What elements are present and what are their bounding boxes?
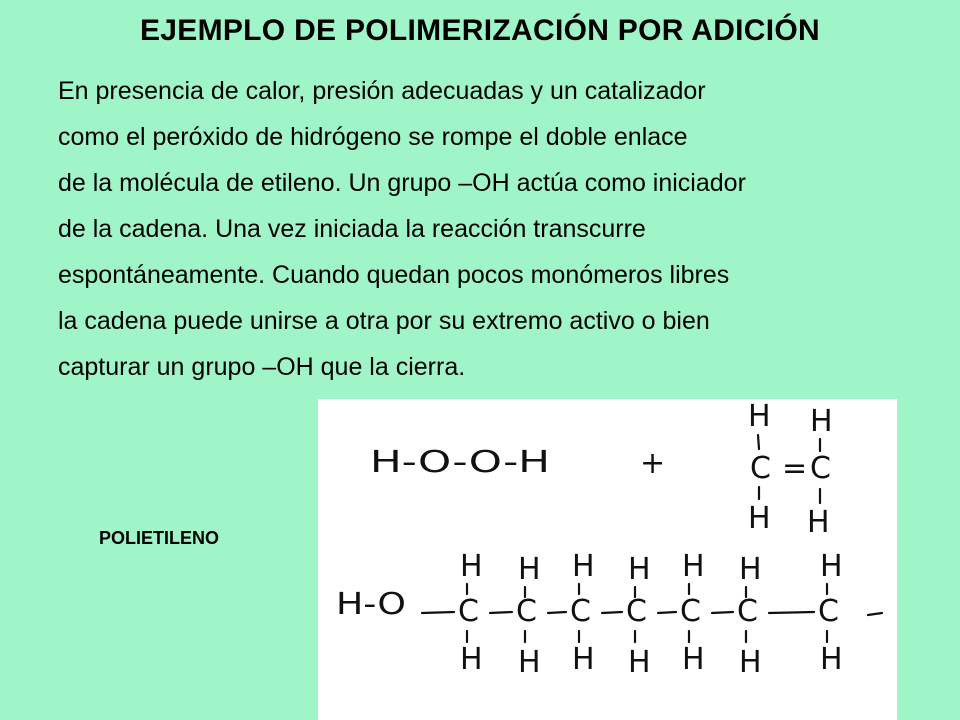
plus-sign: +: [640, 446, 666, 481]
chain-link-bond: [548, 612, 566, 613]
paragraph-line: la cadena puede unirse a otra por su extremo activo o bien: [58, 307, 710, 335]
chain-carbon: C: [626, 594, 647, 629]
chain-hydrogen-bottom: H: [739, 645, 762, 680]
hydrogen-peroxide-formula: H-O-O-H: [370, 445, 550, 480]
chain-link-bond: [658, 612, 676, 613]
page-title: EJEMPLO DE POLIMERIZACIÓN POR ADICIÓN: [139, 14, 821, 47]
chain-hydrogen-top: H: [572, 549, 595, 584]
paragraph-line: espontáneamente. Cuando quedan pocos monómeros libres: [58, 261, 730, 289]
ethylene-h-bottom-left: H: [748, 501, 771, 536]
chain-start-ho: H-O: [336, 587, 406, 622]
chain-hydrogen-bottom: H: [572, 642, 595, 677]
chain-hydrogen-top: H: [739, 552, 762, 587]
reaction-drawing: [318, 399, 897, 720]
chain-carbon: C: [680, 594, 701, 629]
chain-link-bond: [712, 612, 733, 613]
chain-hydrogen-bottom: H: [460, 642, 483, 677]
ethylene-carbon-left: C: [750, 451, 771, 486]
chain-hydrogen-bottom: H: [628, 645, 651, 680]
ethylene-h-bottom-right: H: [807, 505, 830, 540]
chain-link-bond: [769, 612, 814, 613]
chain-hydrogen-bottom: H: [682, 642, 705, 677]
ethylene-carbon-right: C: [810, 451, 831, 486]
paragraph-line: En presencia de calor, presión adecuadas y un catalizador: [58, 77, 706, 105]
chain-link-bond: [602, 612, 622, 613]
paragraph-line: de la molécula de etileno. Un grupo –OH actúa como iniciador: [58, 169, 746, 197]
paragraph-line: capturar un grupo –OH que la cierra.: [58, 353, 466, 381]
chain-hydrogen-top: H: [628, 552, 651, 587]
chain-hydrogen-top: H: [460, 549, 483, 584]
chain-hydrogen-bottom: H: [820, 642, 843, 677]
ethylene-molecule: [748, 399, 833, 540]
chain-carbon: C: [737, 594, 758, 629]
double-bond: =: [782, 451, 808, 486]
chain-carbon: C: [818, 594, 839, 629]
chain-hydrogen-top: H: [518, 552, 541, 587]
chain-link-bond: [422, 612, 454, 613]
chain-carbon: C: [570, 594, 591, 629]
paragraph-line: de la cadena. Una vez iniciada la reacción transcurre: [58, 215, 646, 243]
chain-carbon: C: [516, 594, 537, 629]
paragraph-line: como el peróxido de hidrógeno se rompe el doble enlace: [58, 123, 688, 151]
chain-hydrogen-top: H: [682, 549, 705, 584]
chain-carbon: C: [458, 594, 479, 629]
description-paragraph: [58, 68, 948, 390]
chain-end-bond: [868, 613, 882, 615]
handwritten-reaction-sketch: [318, 399, 897, 720]
chain-hydrogen-bottom: H: [518, 645, 541, 680]
bond-line: [758, 435, 759, 449]
chain-hydrogen-top: H: [820, 549, 843, 584]
polyethylene-chain: [336, 549, 882, 680]
ethylene-h-top-left: H: [748, 399, 771, 434]
polyethylene-label: POLIETILENO: [99, 528, 220, 548]
chain-link-bond: [490, 612, 512, 613]
ethylene-h-top-right: H: [810, 404, 833, 439]
